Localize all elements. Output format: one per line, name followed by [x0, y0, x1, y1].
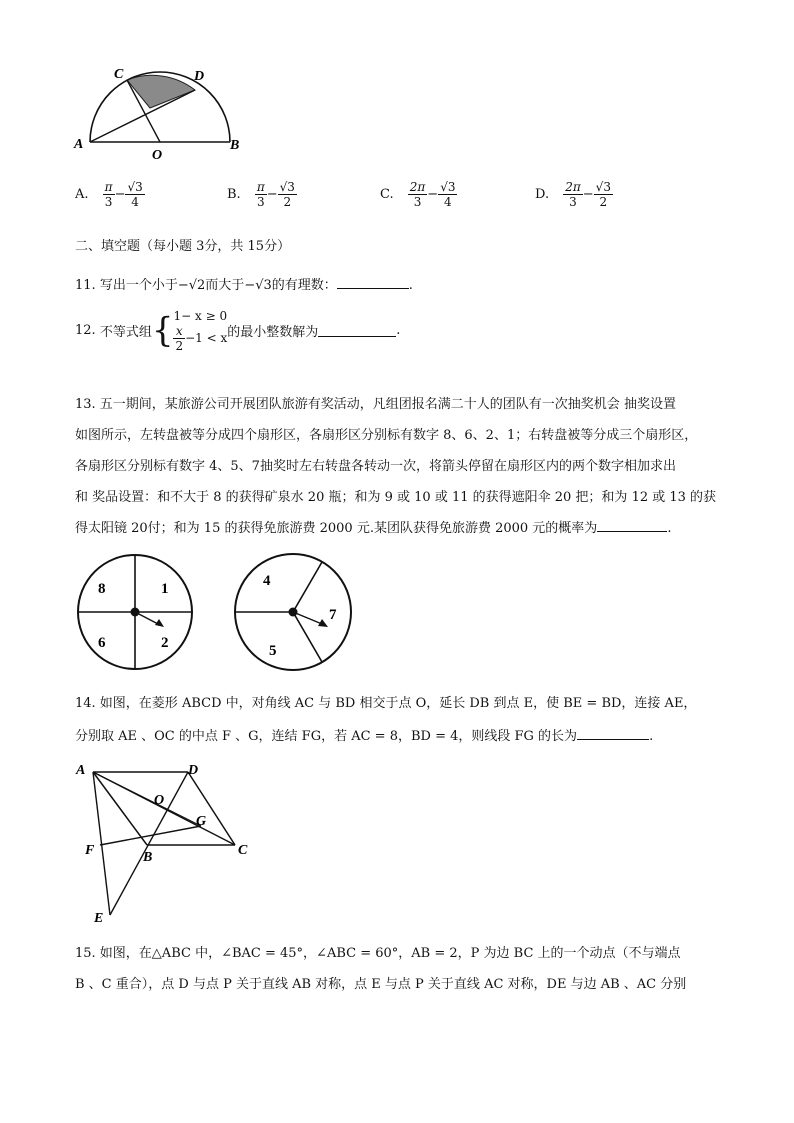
q12-brace: { [151, 310, 174, 351]
choice-d [535, 180, 613, 209]
choice-a-letter: A. [75, 187, 89, 202]
q12-number: 12. [75, 323, 96, 338]
fig1-label-o: O [152, 148, 163, 163]
q13-line-3: 各扇形区分别标有数字 4、5、7抽奖时左右转盘各转动一次，将箭头停留在扇形区内的两个数字相加求出 [75, 459, 676, 474]
choice-d-den1: 3 [569, 195, 577, 209]
q14-line-2: 分别取 AE 、OC 的中点 F 、G，连结 FG，若 AC = 8，BD = 4，则线段 FG 的长为 [75, 729, 578, 744]
choice-c-letter: C. [380, 187, 394, 202]
q11-text-b: 而大于 [205, 278, 245, 293]
q12-answer-blank[interactable] [318, 324, 396, 337]
choice-c-num2: √3 [440, 180, 456, 194]
q15-line-1: 15. 如图，在△ABC 中，∠BAC = 45°，∠ABC = 60°，AB = 2，P 为边 BC 上的一个动点（不与端点 [75, 946, 681, 961]
q12-system [173, 308, 227, 353]
choice-d-den2: 2 [599, 195, 608, 209]
fig1-label-b: B [230, 138, 240, 153]
q13-line-5: 得太阳镜 20付；和为 15 的获得免旅游费 2000 元.某团队获得免旅游费 2000 元的概率为 [75, 521, 598, 536]
choice-c-num1: 2π [409, 180, 426, 194]
left-wheel-arrow [135, 612, 160, 625]
q11-math-1: −√2 [177, 278, 206, 293]
q11-answer-blank[interactable] [337, 276, 409, 289]
q13-end: . [667, 521, 672, 536]
right-wheel-4: 4 [263, 573, 271, 589]
shaded-region [127, 75, 195, 108]
q13-line-5-wrap [75, 517, 671, 536]
left-wheel-2: 2 [161, 635, 169, 651]
choice-d-num2: √3 [595, 180, 611, 194]
choice-b-den2: 2 [283, 195, 292, 209]
q15-line-2: B 、C 重合），点 D 与点 P 关于直线 AB 对称，点 E 与点 P 关于直线 AC 对称，DE 与边 AB 、AC 分别 [75, 977, 687, 992]
q12-text-b: 的最小整数解为 [227, 325, 319, 340]
choice-b [227, 180, 297, 209]
choice-a [75, 180, 145, 209]
question-11 [75, 274, 413, 293]
left-wheel-8: 8 [98, 581, 106, 597]
fig1-label-d: D [194, 69, 205, 84]
rhombus-figure [70, 760, 270, 925]
choice-c-den2: 4 [444, 195, 452, 209]
q13-line-4: 和 奖品设置：和不大于 8 的获得矿泉水 20 瓶；和为 9 或 10 或 11 的获得遮阳伞 20 把；和为 12 或 13 的获 [75, 490, 717, 505]
fig3-label-o: O [154, 793, 165, 808]
q12-row-1: 1− x ≥ 0 [173, 309, 228, 323]
q12-fraction: $\frac{x}{2}$ [175, 324, 184, 353]
choice-a-num1: π [104, 180, 113, 194]
q13-line-1: 13. 五一期间，某旅游公司开展团队旅游有奖活动，凡组团报名满二十人的团队有一次抽奖机会 抽奖设置 [75, 397, 676, 412]
q14-line-2-wrap [75, 725, 653, 744]
choice-b-minus: − [266, 187, 278, 202]
fig3-label-b: B [143, 850, 153, 865]
q11-text-c: 的有理数： [271, 278, 337, 293]
q14-answer-blank[interactable] [577, 727, 649, 740]
choice-d-num1: 2π [565, 180, 581, 194]
choice-d-minus: − [582, 187, 594, 202]
q13-answer-blank[interactable] [597, 519, 667, 532]
choice-b-num1: π [256, 180, 265, 194]
fig3-label-a: A [76, 763, 86, 778]
q11-text-a: 写出一个小于 [99, 278, 178, 293]
q12-text-a: 不等式组 [99, 325, 152, 340]
right-wheel-7: 7 [329, 607, 337, 623]
choice-a-den2: 4 [131, 195, 139, 209]
fig1-label-a: A [74, 137, 84, 152]
q13-line-2: 如图所示，左转盘被等分成四个扇形区，各扇形区分别标有数字 8、6、2、1；右转盘被等分成三个扇形区， [75, 428, 698, 443]
choice-a-num2: √3 [127, 180, 143, 194]
semicircle-figure [70, 60, 250, 163]
q11-end: . [408, 278, 413, 293]
fig3-label-f: F [85, 843, 95, 858]
q14-line-1: 14. 如图，在菱形 ABCD 中，对角线 AC 与 BD 相交于点 O，延长 DB 到点 E，使 BE = BD，连接 AE， [75, 696, 697, 711]
left-wheel-6: 6 [98, 635, 106, 651]
right-wheel-5: 5 [269, 643, 277, 659]
q11-number: 11. [75, 278, 96, 293]
q11-math-2: −√3 [244, 278, 272, 293]
q12-row-2-tail: −1 < x [185, 331, 228, 345]
fig3-label-e: E [94, 911, 104, 926]
choice-c [380, 180, 457, 209]
choice-a-den1: 3 [104, 195, 113, 209]
question-12 [75, 308, 400, 353]
choice-c-den1: 3 [413, 195, 422, 209]
section-2-heading: 二、填空题（每小题 3分，共 15分） [75, 239, 291, 254]
choice-c-minus: − [427, 187, 439, 202]
choice-b-den1: 3 [256, 195, 265, 209]
spinner-wheels [70, 555, 360, 675]
fig3-label-c: C [238, 843, 248, 858]
choice-a-minus: − [114, 187, 126, 202]
fig3-label-g: G [196, 814, 207, 829]
q12-end: . [396, 323, 401, 338]
fig1-label-c: C [114, 67, 124, 82]
choice-d-letter: D. [535, 187, 550, 202]
choice-b-num2: √3 [279, 180, 295, 194]
choice-b-letter: B. [227, 187, 241, 202]
q14-end: . [649, 729, 654, 744]
left-wheel-1: 1 [161, 581, 169, 597]
fig3-label-d: D [188, 763, 199, 778]
